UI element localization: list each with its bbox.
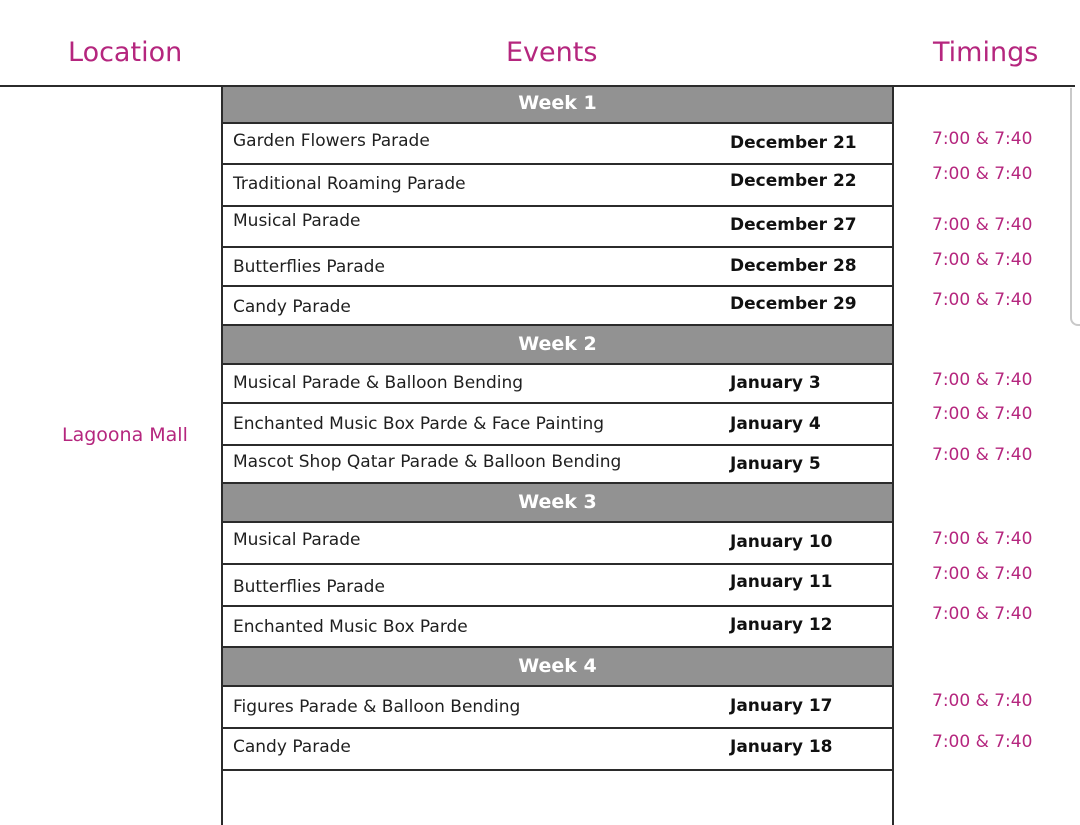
event-time: 7:00 & 7:40: [932, 404, 1033, 424]
location-column-header: Location: [68, 37, 183, 68]
event-time: 7:00 & 7:40: [932, 164, 1033, 184]
event-name: Candy Parade: [233, 737, 351, 757]
event-time: 7:00 & 7:40: [932, 250, 1033, 270]
event-time: 7:00 & 7:40: [932, 290, 1033, 310]
row-divider: [223, 402, 892, 404]
event-time: 7:00 & 7:40: [932, 129, 1033, 149]
event-name: Enchanted Music Box Parde: [233, 617, 468, 637]
event-date: January 12: [730, 615, 833, 635]
row-divider: [223, 444, 892, 446]
scroll-edge: [1070, 88, 1080, 326]
row-divider: [223, 285, 892, 287]
event-date: January 4: [730, 414, 821, 434]
event-date: December 21: [730, 133, 857, 153]
event-date: January 11: [730, 572, 833, 592]
event-name: Musical Parade: [233, 530, 361, 550]
event-name: Mascot Shop Qatar Parade & Balloon Bending: [233, 452, 622, 472]
event-name: Butterflies Parade: [233, 577, 385, 597]
week-header: Week 1: [223, 85, 892, 124]
event-date: December 22: [730, 171, 857, 191]
row-divider: [223, 769, 892, 771]
event-name: Garden Flowers Parade: [233, 131, 430, 151]
row-divider: [223, 605, 892, 607]
event-name: Candy Parade: [233, 297, 351, 317]
event-date: January 5: [730, 454, 821, 474]
location-name: Lagoona Mall: [62, 424, 188, 446]
event-date: December 27: [730, 215, 857, 235]
event-name: Butterflies Parade: [233, 257, 385, 277]
row-divider: [223, 727, 892, 729]
events-column-header: Events: [506, 37, 598, 68]
event-time: 7:00 & 7:40: [932, 529, 1033, 549]
event-name: Enchanted Music Box Parde & Face Painting: [233, 414, 605, 434]
event-date: January 18: [730, 737, 833, 757]
event-time: 7:00 & 7:40: [932, 370, 1033, 390]
event-time: 7:00 & 7:40: [932, 445, 1033, 465]
event-date: January 3: [730, 373, 821, 393]
event-time: 7:00 & 7:40: [932, 691, 1033, 711]
event-date: December 28: [730, 256, 857, 276]
event-name: Traditional Roaming Parade: [233, 174, 466, 194]
week-header: Week 2: [223, 324, 892, 365]
event-time: 7:00 & 7:40: [932, 604, 1033, 624]
event-date: January 10: [730, 532, 833, 552]
event-time: 7:00 & 7:40: [932, 564, 1033, 584]
row-divider: [223, 563, 892, 565]
week-header: Week 4: [223, 646, 892, 687]
event-name: Figures Parade & Balloon Bending: [233, 697, 521, 717]
event-time: 7:00 & 7:40: [932, 732, 1033, 752]
event-name: Musical Parade & Balloon Bending: [233, 373, 524, 393]
timings-column-header: Timings: [933, 37, 1039, 68]
event-name: Musical Parade: [233, 211, 361, 231]
event-date: January 17: [730, 696, 833, 716]
event-time: 7:00 & 7:40: [932, 215, 1033, 235]
event-date: December 29: [730, 294, 857, 314]
row-divider: [223, 246, 892, 248]
row-divider: [223, 205, 892, 207]
week-header: Week 3: [223, 482, 892, 523]
row-divider: [223, 163, 892, 165]
